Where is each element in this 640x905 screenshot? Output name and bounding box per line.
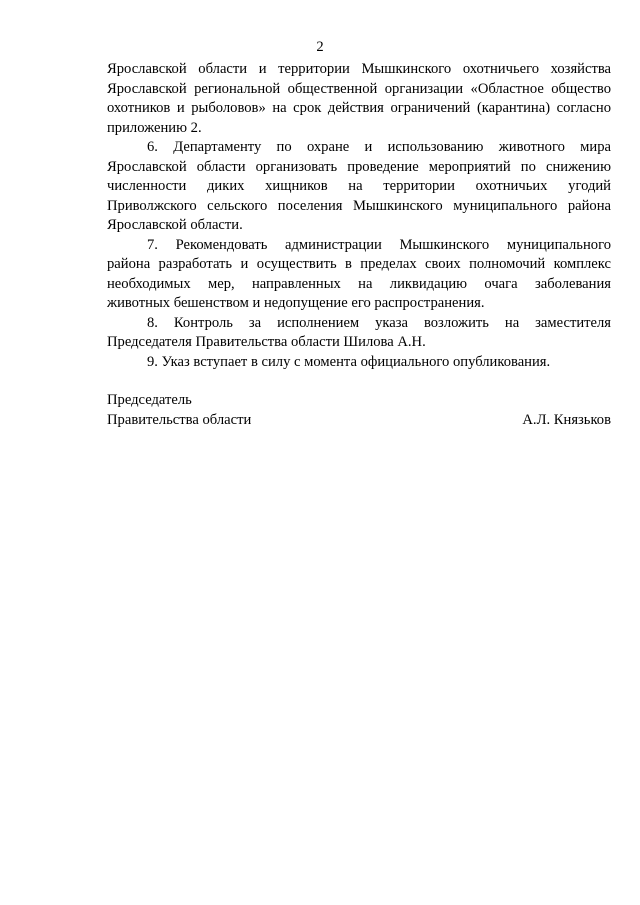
paragraph-line: Ярославской региональной общественной организации «Областное общество — [107, 80, 611, 97]
signatory-title: Председатель — [107, 392, 192, 408]
paragraph-line: района разработать и осуществить в пределах своих полномочий комплекс — [107, 256, 611, 272]
paragraph-line: численности диких хищников на территории охотничьих угодий — [107, 178, 611, 194]
signatory-title: Правительства области — [107, 411, 252, 428]
paragraph-line: 8. Контроль за исполнением указа возложить на заместителя — [147, 314, 611, 331]
signature-block — [107, 391, 611, 430]
paragraph-line: охотников и рыболовов» на срок действия ограничений (карантина) согласно — [107, 100, 611, 116]
document-body — [107, 60, 611, 372]
paragraph-line: животных бешенством и недопущение его распространения. — [107, 295, 485, 311]
paragraph-line: 6. Департаменту по охране и использованию животного мира — [147, 139, 611, 155]
signatory-name: А.Л. Князьков — [522, 411, 611, 428]
paragraph-line: Приволжского сельского поселения Мышкинского муниципального района — [107, 197, 611, 214]
paragraph-line: Председателя Правительства области Шилова А.Н. — [107, 334, 426, 350]
page-number: 2 — [316, 39, 324, 55]
paragraph-line: необходимых мер, направленных на ликвидацию очага заболевания — [107, 275, 611, 292]
paragraph-line: Ярославской области и территории Мышкинского охотничьего хозяйства — [107, 61, 611, 77]
paragraph-line: приложению 2. — [107, 119, 202, 136]
paragraph-line: 9. Указ вступает в силу с момента официального опубликования. — [147, 353, 551, 370]
paragraph-line: 7. Рекомендовать администрации Мышкинского муниципального — [147, 236, 611, 253]
paragraph-line: Ярославской области организовать проведение мероприятий по снижению — [107, 158, 611, 175]
paragraph-line: Ярославской области. — [107, 217, 243, 233]
